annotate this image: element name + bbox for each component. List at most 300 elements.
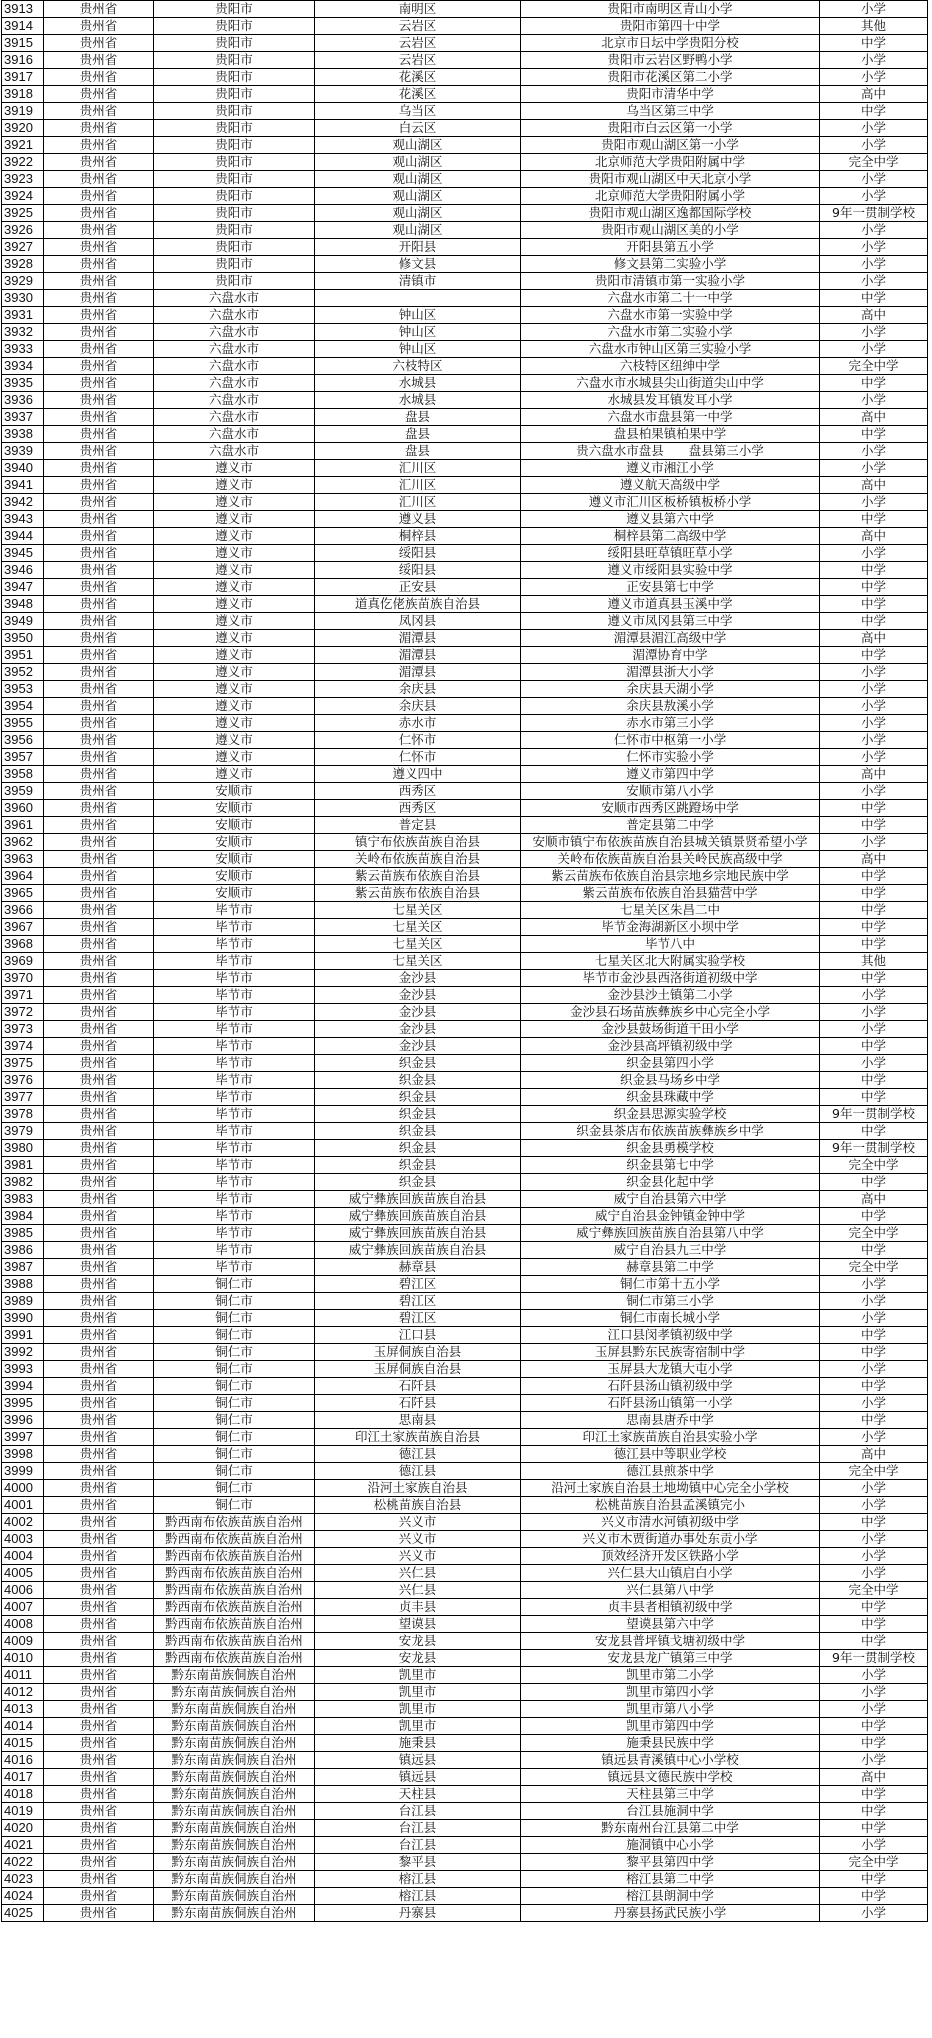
table-row: [2, 851, 928, 868]
cell-city: 黔东南苗族侗族自治州: [154, 1786, 315, 1803]
school-list-table: [1, 0, 928, 1922]
cell-city: 毕节市: [154, 1225, 315, 1242]
cell-city: 遵义市: [154, 766, 315, 783]
table-row: [2, 732, 928, 749]
cell-district: 七星关区: [315, 936, 521, 953]
cell-index: 4025: [2, 1905, 44, 1922]
cell-province: 贵州省: [44, 1, 154, 18]
table-row: [2, 1854, 928, 1871]
cell-index: 3929: [2, 273, 44, 290]
cell-city: 安顺市: [154, 834, 315, 851]
cell-school-type: 高中: [820, 1446, 928, 1463]
cell-school-name: 金沙县高坪镇初级中学: [521, 1038, 820, 1055]
cell-district: 兴仁县: [315, 1565, 521, 1582]
cell-index: 4024: [2, 1888, 44, 1905]
cell-province: 贵州省: [44, 375, 154, 392]
cell-school-type: 小学: [820, 664, 928, 681]
cell-district: 织金县: [315, 1055, 521, 1072]
cell-school-name: 铜仁市第十五小学: [521, 1276, 820, 1293]
cell-school-type: 小学: [820, 1480, 928, 1497]
table-row: [2, 919, 928, 936]
cell-province: 贵州省: [44, 766, 154, 783]
cell-school-type: 小学: [820, 1395, 928, 1412]
table-row: [2, 1701, 928, 1718]
cell-index: 3916: [2, 52, 44, 69]
cell-index: 3963: [2, 851, 44, 868]
cell-province: 贵州省: [44, 936, 154, 953]
cell-index: 3957: [2, 749, 44, 766]
table-row: [2, 1412, 928, 1429]
cell-district: 湄潭县: [315, 664, 521, 681]
cell-province: 贵州省: [44, 834, 154, 851]
cell-city: 黔东南苗族侗族自治州: [154, 1718, 315, 1735]
cell-school-type: 小学: [820, 749, 928, 766]
cell-province: 贵州省: [44, 477, 154, 494]
table-row: [2, 1803, 928, 1820]
table-row: [2, 596, 928, 613]
cell-index: 4001: [2, 1497, 44, 1514]
cell-school-name: 六盘水市水城县尖山街道尖山中学: [521, 375, 820, 392]
cell-province: 贵州省: [44, 1157, 154, 1174]
cell-school-name: 凯里市第二小学: [521, 1667, 820, 1684]
cell-index: 3939: [2, 443, 44, 460]
cell-index: 3946: [2, 562, 44, 579]
cell-school-type: 中学: [820, 1803, 928, 1820]
cell-school-type: 小学: [820, 341, 928, 358]
cell-city: 铜仁市: [154, 1310, 315, 1327]
cell-district: 黎平县: [315, 1854, 521, 1871]
cell-school-type: 小学: [820, 1667, 928, 1684]
cell-district: 玉屏侗族自治县: [315, 1344, 521, 1361]
cell-district: 关岭布依族苗族自治县: [315, 851, 521, 868]
cell-school-type: 小学: [820, 698, 928, 715]
cell-district: 赫章县: [315, 1259, 521, 1276]
cell-school-type: 小学: [820, 222, 928, 239]
table-row: [2, 494, 928, 511]
cell-province: 贵州省: [44, 392, 154, 409]
cell-index: 4022: [2, 1854, 44, 1871]
table-row: [2, 1361, 928, 1378]
table-row: [2, 511, 928, 528]
cell-district: 花溪区: [315, 69, 521, 86]
cell-province: 贵州省: [44, 817, 154, 834]
cell-school-name: 毕节市金沙县西洛街道初级中学: [521, 970, 820, 987]
cell-index: 4019: [2, 1803, 44, 1820]
cell-school-type: 高中: [820, 1769, 928, 1786]
cell-district: 紫云苗族布依族自治县: [315, 885, 521, 902]
cell-district: 德江县: [315, 1446, 521, 1463]
cell-school-name: 安龙县普坪镇戈塘初级中学: [521, 1633, 820, 1650]
cell-district: 凤冈县: [315, 613, 521, 630]
cell-province: 贵州省: [44, 1650, 154, 1667]
table-row: [2, 1, 928, 18]
cell-district: 凯里市: [315, 1667, 521, 1684]
cell-school-name: 贵阳市花溪区第二小学: [521, 69, 820, 86]
cell-school-name: 遵义市凤冈县第三中学: [521, 613, 820, 630]
cell-school-name: 凯里市第四中学: [521, 1718, 820, 1735]
cell-city: 黔东南苗族侗族自治州: [154, 1667, 315, 1684]
table-row: [2, 579, 928, 596]
cell-index: 3980: [2, 1140, 44, 1157]
cell-school-name: 绥阳县旺草镇旺草小学: [521, 545, 820, 562]
cell-district: 观山湖区: [315, 154, 521, 171]
cell-index: 3974: [2, 1038, 44, 1055]
table-row: [2, 715, 928, 732]
cell-province: 贵州省: [44, 511, 154, 528]
table-row: [2, 749, 928, 766]
cell-province: 贵州省: [44, 732, 154, 749]
cell-index: 3935: [2, 375, 44, 392]
cell-district: 江口县: [315, 1327, 521, 1344]
table-row: [2, 834, 928, 851]
table-row: [2, 936, 928, 953]
cell-index: 4017: [2, 1769, 44, 1786]
table-row: [2, 273, 928, 290]
table-row: [2, 1395, 928, 1412]
cell-index: 4003: [2, 1531, 44, 1548]
cell-index: 3919: [2, 103, 44, 120]
cell-index: 3979: [2, 1123, 44, 1140]
cell-province: 贵州省: [44, 715, 154, 732]
cell-school-type: 高中: [820, 1191, 928, 1208]
cell-city: 毕节市: [154, 1055, 315, 1072]
cell-province: 贵州省: [44, 1293, 154, 1310]
cell-school-type: 中学: [820, 1327, 928, 1344]
cell-city: 铜仁市: [154, 1276, 315, 1293]
cell-province: 贵州省: [44, 239, 154, 256]
cell-district: 台江县: [315, 1803, 521, 1820]
cell-province: 贵州省: [44, 1021, 154, 1038]
cell-district: 碧江区: [315, 1276, 521, 1293]
table-row: [2, 120, 928, 137]
cell-school-name: 贵阳市清华中学: [521, 86, 820, 103]
table-row: [2, 698, 928, 715]
cell-district: 台江县: [315, 1837, 521, 1854]
cell-school-name: 凯里市第四小学: [521, 1684, 820, 1701]
cell-school-name: 金沙县鼓场街道干田小学: [521, 1021, 820, 1038]
cell-city: 遵义市: [154, 613, 315, 630]
cell-province: 贵州省: [44, 1208, 154, 1225]
cell-city: 毕节市: [154, 1038, 315, 1055]
cell-school-type: 小学: [820, 1531, 928, 1548]
table-row: [2, 477, 928, 494]
cell-province: 贵州省: [44, 154, 154, 171]
cell-index: 3991: [2, 1327, 44, 1344]
cell-province: 贵州省: [44, 681, 154, 698]
table-row: [2, 324, 928, 341]
table-row: [2, 137, 928, 154]
cell-district: 德江县: [315, 1463, 521, 1480]
cell-city: 安顺市: [154, 868, 315, 885]
cell-school-type: 中学: [820, 562, 928, 579]
cell-city: 六盘水市: [154, 443, 315, 460]
cell-city: 贵阳市: [154, 222, 315, 239]
cell-city: 遵义市: [154, 749, 315, 766]
cell-city: 铜仁市: [154, 1378, 315, 1395]
cell-school-name: 威宁自治县第六中学: [521, 1191, 820, 1208]
cell-district: 盘县: [315, 443, 521, 460]
cell-school-name: 六盘水市钟山区第三实验小学: [521, 341, 820, 358]
cell-province: 贵州省: [44, 1582, 154, 1599]
cell-school-type: 小学: [820, 1565, 928, 1582]
cell-school-type: 其他: [820, 18, 928, 35]
cell-province: 贵州省: [44, 120, 154, 137]
cell-index: 3922: [2, 154, 44, 171]
cell-province: 贵州省: [44, 358, 154, 375]
cell-school-name: 六盘水市第二十一中学: [521, 290, 820, 307]
table-row: [2, 1344, 928, 1361]
cell-province: 贵州省: [44, 1565, 154, 1582]
cell-province: 贵州省: [44, 562, 154, 579]
cell-city: 铜仁市: [154, 1412, 315, 1429]
cell-district: 观山湖区: [315, 222, 521, 239]
cell-school-type: 小学: [820, 494, 928, 511]
cell-index: 3983: [2, 1191, 44, 1208]
cell-index: 4002: [2, 1514, 44, 1531]
cell-province: 贵州省: [44, 1718, 154, 1735]
cell-school-name: 余庆县敖溪小学: [521, 698, 820, 715]
cell-school-name: 黎平县第四中学: [521, 1854, 820, 1871]
cell-district: 云岩区: [315, 18, 521, 35]
cell-city: 六盘水市: [154, 341, 315, 358]
cell-province: 贵州省: [44, 1276, 154, 1293]
cell-school-type: 小学: [820, 1701, 928, 1718]
cell-school-name: 江口县闵孝镇初级中学: [521, 1327, 820, 1344]
cell-city: 毕节市: [154, 987, 315, 1004]
cell-school-type: 中学: [820, 936, 928, 953]
cell-city: 六盘水市: [154, 307, 315, 324]
cell-province: 贵州省: [44, 1310, 154, 1327]
cell-index: 3928: [2, 256, 44, 273]
cell-district: 普定县: [315, 817, 521, 834]
cell-district: 金沙县: [315, 1038, 521, 1055]
cell-province: 贵州省: [44, 1089, 154, 1106]
cell-city: 黔东南苗族侗族自治州: [154, 1769, 315, 1786]
cell-district: 钟山区: [315, 341, 521, 358]
cell-district: 七星关区: [315, 902, 521, 919]
cell-district: 开阳县: [315, 239, 521, 256]
cell-school-type: 小学: [820, 1, 928, 18]
cell-school-name: 兴义市木贾街道办事处东贡小学: [521, 1531, 820, 1548]
cell-school-name: 遵义市道真县玉溪中学: [521, 596, 820, 613]
cell-school-name: 威宁彝族回族苗族自治县第八中学: [521, 1225, 820, 1242]
cell-school-type: 小学: [820, 1905, 928, 1922]
cell-province: 贵州省: [44, 800, 154, 817]
cell-school-name: 玉屏县大龙镇大屯小学: [521, 1361, 820, 1378]
cell-school-name: 天柱县第三中学: [521, 1786, 820, 1803]
cell-province: 贵州省: [44, 137, 154, 154]
cell-district: 观山湖区: [315, 137, 521, 154]
cell-school-type: 中学: [820, 1174, 928, 1191]
table-row: [2, 987, 928, 1004]
cell-school-name: 毕节八中: [521, 936, 820, 953]
cell-school-name: 织金县化起中学: [521, 1174, 820, 1191]
cell-province: 贵州省: [44, 1004, 154, 1021]
cell-school-name: 望谟县第六中学: [521, 1616, 820, 1633]
cell-school-name: 乌当区第三中学: [521, 103, 820, 120]
cell-school-name: 印江土家族苗族自治县实验小学: [521, 1429, 820, 1446]
cell-district: 绥阳县: [315, 545, 521, 562]
cell-province: 贵州省: [44, 885, 154, 902]
cell-school-name: 毕节金海湖新区小坝中学: [521, 919, 820, 936]
cell-province: 贵州省: [44, 1531, 154, 1548]
cell-school-type: 中学: [820, 1786, 928, 1803]
cell-index: 3947: [2, 579, 44, 596]
cell-index: 3962: [2, 834, 44, 851]
cell-district: 榕江县: [315, 1888, 521, 1905]
cell-city: 贵阳市: [154, 120, 315, 137]
cell-province: 贵州省: [44, 307, 154, 324]
cell-school-name: 贞丰县者相镇初级中学: [521, 1599, 820, 1616]
table-row: [2, 290, 928, 307]
cell-city: 遵义市: [154, 715, 315, 732]
cell-school-name: 丹寨县扬武民族小学: [521, 1905, 820, 1922]
cell-index: 3930: [2, 290, 44, 307]
cell-school-type: 9年一贯制学校: [820, 1650, 928, 1667]
table-row: [2, 171, 928, 188]
cell-school-type: 小学: [820, 69, 928, 86]
cell-province: 贵州省: [44, 902, 154, 919]
cell-school-name: 盘县柏果镇柏果中学: [521, 426, 820, 443]
cell-school-name: 沿河土家族自治县土地坳镇中心完全小学校: [521, 1480, 820, 1497]
cell-district: 石阡县: [315, 1395, 521, 1412]
cell-city: 毕节市: [154, 1157, 315, 1174]
cell-city: 黔西南布依族苗族自治州: [154, 1650, 315, 1667]
cell-city: 贵阳市: [154, 154, 315, 171]
cell-school-name: 贵阳市第四十中学: [521, 18, 820, 35]
cell-school-name: 桐梓县第二高级中学: [521, 528, 820, 545]
cell-index: 3926: [2, 222, 44, 239]
cell-school-type: 小学: [820, 1684, 928, 1701]
cell-district: 七星关区: [315, 919, 521, 936]
cell-city: 贵阳市: [154, 239, 315, 256]
table-row: [2, 1667, 928, 1684]
cell-school-type: 中学: [820, 919, 928, 936]
cell-district: 仁怀市: [315, 749, 521, 766]
cell-school-type: 高中: [820, 477, 928, 494]
cell-province: 贵州省: [44, 1905, 154, 1922]
cell-school-type: 小学: [820, 987, 928, 1004]
cell-school-name: 玉屏县黔东民族寄宿制中学: [521, 1344, 820, 1361]
cell-index: 3927: [2, 239, 44, 256]
table-row: [2, 460, 928, 477]
cell-district: 沿河土家族自治县: [315, 1480, 521, 1497]
cell-index: 3950: [2, 630, 44, 647]
cell-school-type: 中学: [820, 1344, 928, 1361]
cell-index: 3994: [2, 1378, 44, 1395]
cell-province: 贵州省: [44, 749, 154, 766]
cell-index: 3999: [2, 1463, 44, 1480]
cell-district: 余庆县: [315, 681, 521, 698]
cell-school-type: 小学: [820, 52, 928, 69]
table-row: [2, 1463, 928, 1480]
cell-province: 贵州省: [44, 341, 154, 358]
cell-school-type: 小学: [820, 681, 928, 698]
cell-school-name: 遵义市汇川区板桥镇板桥小学: [521, 494, 820, 511]
cell-school-name: 黔东南州台江县第二中学: [521, 1820, 820, 1837]
cell-index: 4020: [2, 1820, 44, 1837]
cell-index: 3966: [2, 902, 44, 919]
cell-province: 贵州省: [44, 1735, 154, 1752]
cell-province: 贵州省: [44, 86, 154, 103]
cell-province: 贵州省: [44, 1837, 154, 1854]
cell-district: 汇川区: [315, 477, 521, 494]
cell-district: 兴义市: [315, 1548, 521, 1565]
cell-city: 黔东南苗族侗族自治州: [154, 1701, 315, 1718]
cell-district: 施秉县: [315, 1735, 521, 1752]
cell-district: 桐梓县: [315, 528, 521, 545]
table-row: [2, 239, 928, 256]
cell-district: 安龙县: [315, 1650, 521, 1667]
cell-school-name: 六枝特区纽绅中学: [521, 358, 820, 375]
cell-school-type: 小学: [820, 137, 928, 154]
cell-index: 3958: [2, 766, 44, 783]
cell-district: 织金县: [315, 1072, 521, 1089]
cell-city: 铜仁市: [154, 1327, 315, 1344]
cell-school-type: 完全中学: [820, 1259, 928, 1276]
cell-index: 3997: [2, 1429, 44, 1446]
cell-district: 威宁彝族回族苗族自治县: [315, 1242, 521, 1259]
cell-index: 3988: [2, 1276, 44, 1293]
cell-city: 毕节市: [154, 953, 315, 970]
cell-province: 贵州省: [44, 1803, 154, 1820]
cell-school-name: 贵阳市观山湖区美的小学: [521, 222, 820, 239]
table-row: [2, 443, 928, 460]
cell-index: 3965: [2, 885, 44, 902]
cell-province: 贵州省: [44, 1888, 154, 1905]
cell-school-type: 高中: [820, 766, 928, 783]
cell-province: 贵州省: [44, 783, 154, 800]
table-row: [2, 1769, 928, 1786]
cell-school-name: 湄潭县浙大小学: [521, 664, 820, 681]
cell-province: 贵州省: [44, 1140, 154, 1157]
cell-index: 3942: [2, 494, 44, 511]
cell-school-type: 小学: [820, 239, 928, 256]
cell-school-name: 六盘水市第二实验小学: [521, 324, 820, 341]
cell-school-type: 中学: [820, 885, 928, 902]
cell-province: 贵州省: [44, 103, 154, 120]
cell-city: 铜仁市: [154, 1344, 315, 1361]
cell-index: 3960: [2, 800, 44, 817]
table-row: [2, 868, 928, 885]
cell-city: 遵义市: [154, 562, 315, 579]
cell-city: 黔东南苗族侗族自治州: [154, 1752, 315, 1769]
cell-school-name: 遵义市湘江小学: [521, 460, 820, 477]
cell-index: 3998: [2, 1446, 44, 1463]
cell-province: 贵州省: [44, 290, 154, 307]
cell-school-type: 中学: [820, 647, 928, 664]
table-row: [2, 1650, 928, 1667]
cell-school-type: 完全中学: [820, 1582, 928, 1599]
table-row: [2, 341, 928, 358]
cell-index: 3968: [2, 936, 44, 953]
cell-city: 铜仁市: [154, 1395, 315, 1412]
cell-school-type: 小学: [820, 324, 928, 341]
cell-district: 思南县: [315, 1412, 521, 1429]
table-row: [2, 1208, 928, 1225]
cell-school-name: 贵阳市白云区第一小学: [521, 120, 820, 137]
cell-district: 凯里市: [315, 1684, 521, 1701]
cell-school-name: 威宁自治县九三中学: [521, 1242, 820, 1259]
table-row: [2, 1684, 928, 1701]
table-row: [2, 1055, 928, 1072]
cell-index: 3932: [2, 324, 44, 341]
cell-city: 毕节市: [154, 1106, 315, 1123]
cell-city: 黔东南苗族侗族自治州: [154, 1837, 315, 1854]
cell-school-type: 中学: [820, 290, 928, 307]
cell-district: 钟山区: [315, 307, 521, 324]
cell-index: 3973: [2, 1021, 44, 1038]
